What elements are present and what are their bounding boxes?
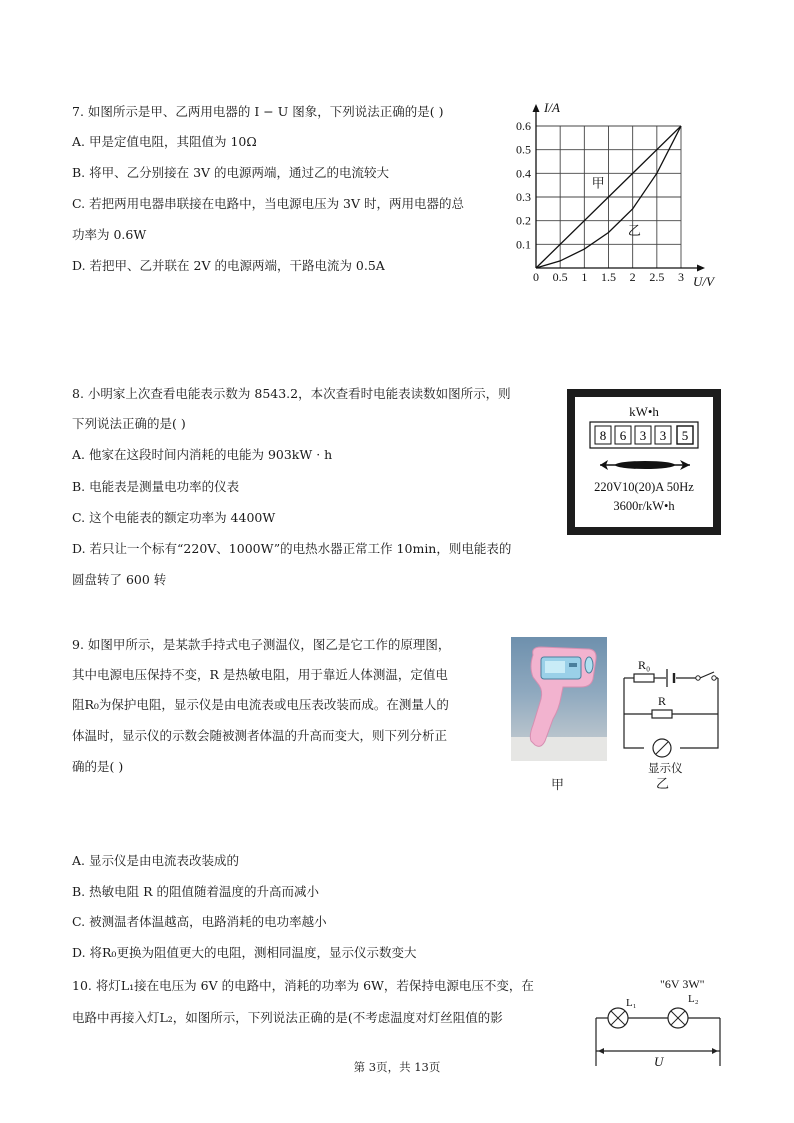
y-tick-label: 0.3: [516, 190, 531, 204]
q9-option-b: B. 热敏电阻 R 的阻值随着温度的升高而减小: [72, 884, 319, 899]
q9-option-c: C. 被测温者体温越高，电路消耗的电功率越小: [72, 914, 327, 929]
display-meter-icon: [653, 739, 671, 757]
caption-jia: 甲: [551, 778, 565, 793]
q7-option-c-cont: 功率为 0.6W: [72, 227, 147, 242]
meter-digit: 8: [599, 428, 607, 443]
q9-stem-cont: 阻R₀为保护电阻，显示仪是由电流表或电压表改装而成。在测量人的: [72, 697, 449, 712]
arrow-right-icon: [712, 1048, 718, 1054]
q7-stem: 7. 如图所示是甲、乙两用电器的 I − U 图象，下列说法正确的是( ): [72, 104, 444, 119]
thermometer-circuit: [618, 650, 724, 790]
q8-option-b: B. 电能表是测量电功率的仪表: [72, 479, 240, 494]
q7-option-a: A. 甲是定值电阻，其阻值为 10Ω: [72, 134, 257, 149]
x-tick-label: 3: [678, 270, 684, 284]
q9-option-a: A. 显示仪是由电流表改装成的: [72, 853, 239, 868]
y-axis-label: I/A: [544, 100, 560, 115]
q9-stem-cont: 其中电源电压保持不变，R 是热敏电阻，用于靠近人体测温，定值电: [72, 667, 448, 682]
r0-label: R₀: [638, 658, 651, 672]
battery-icon: [667, 669, 674, 687]
l2-label: L₂: [688, 993, 699, 1005]
l2-rating: "6V 3W": [660, 977, 705, 991]
l1-label: L₁: [626, 997, 637, 1009]
iu-chart: [500, 100, 722, 290]
y-tick-label: 0.6: [516, 119, 531, 133]
lamp-l2-icon: [668, 1008, 688, 1028]
q10-stem-cont: 电路中再接入灯L₂，如图所示，下列说法正确的是(不考虑温度对灯丝阻值的影: [72, 1010, 503, 1025]
meter-digit: 3: [659, 428, 667, 443]
switch-terminal-icon: [712, 676, 716, 680]
x-axis-label: U/V: [693, 274, 714, 289]
arrow-left-icon: [598, 1048, 604, 1054]
x-tick-label: 2: [629, 270, 636, 284]
x-tick-label: 0.5: [552, 270, 568, 284]
y-axis-arrow-icon: [533, 104, 540, 112]
q10-stem: 10. 将灯L₁接在电压为 6V 的电路中，消耗的功率为 6W，若保持电源电压不变，在: [72, 978, 534, 993]
thermometer-photo: [511, 637, 607, 761]
u-label: U: [654, 1054, 664, 1069]
q8-option-c: C. 这个电能表的额定功率为 4400W: [72, 510, 276, 525]
q9-stem-cont: 确的是( ): [72, 759, 124, 774]
x-axis-arrow-icon: [697, 265, 705, 272]
q7-option-d: D. 若把甲、乙并联在 2V 的电源两端，干路电流为 0.5A: [72, 258, 385, 273]
display-label: 显示仪: [648, 763, 683, 775]
q8-option-d-cont: 圆盘转了 600 转: [72, 572, 167, 587]
meter-digit-decimal: 5: [681, 428, 689, 443]
x-tick-label: 0: [533, 270, 539, 284]
meter-rating: 220V10(20)A 50Hz: [594, 480, 694, 494]
x-tick-label: 1.5: [601, 270, 616, 284]
meter-constant: 3600r/kW•h: [613, 499, 675, 513]
q8-option-a: A. 他家在这段时间内消耗的电能为 903kW · h: [72, 447, 333, 462]
page-footer: 第 3页，共 13页: [353, 1060, 441, 1074]
energy-meter: [566, 388, 722, 536]
q7-option-c: C. 若把两用电器串联接在电路中，当电源电压为 3V 时，两用电器的总: [72, 196, 464, 211]
meter-unit: kW•h: [629, 404, 659, 419]
series-label-jia: 甲: [591, 175, 605, 191]
meter-digit: 6: [619, 428, 627, 443]
chart-ticks: [516, 119, 684, 284]
y-tick-label: 0.4: [516, 166, 531, 181]
series-label-yi: 乙: [627, 222, 641, 238]
q9-stem: 9. 如图甲所示，是某款手持式电子测温仪，图乙是它工作的原理图，: [72, 637, 451, 652]
meter-digits: [595, 426, 693, 444]
y-tick-label: 0.1: [516, 237, 531, 252]
q8-stem-cont: 下列说法正确的是( ): [72, 416, 186, 431]
y-tick-label: 0.5: [516, 142, 531, 157]
q9-stem-cont: 体温时，显示仪的示数会随被测者体温的升高而变大，则下列分析正: [72, 728, 448, 743]
q9-option-d: D. 将R₀更换为阻值更大的电阻，测相同温度，显示仪示数变大: [72, 945, 417, 960]
q7-option-b: B. 将甲、乙分别接在 3V 的电源两端，通过乙的电流较大: [72, 165, 390, 180]
meter-digit: 3: [639, 428, 647, 443]
thermometer-icon: [511, 637, 607, 761]
y-tick-label: 0.2: [516, 213, 531, 228]
caption-yi: 乙: [656, 776, 670, 790]
q8-stem: 8. 小明家上次查看电能表示数为 8543.2，本次查看时电能表读数如图所示，则: [72, 386, 511, 401]
switch-terminal-icon: [696, 676, 700, 680]
x-tick-label: 2.5: [649, 270, 665, 284]
q8-option-d: D. 若只让一个标有“220V、1000W”的电热水器正常工作 10min，则电能表的: [72, 541, 512, 556]
r-label: R: [658, 694, 667, 708]
x-tick-label: 1: [581, 270, 588, 284]
lamp-l1-icon: [608, 1008, 628, 1028]
